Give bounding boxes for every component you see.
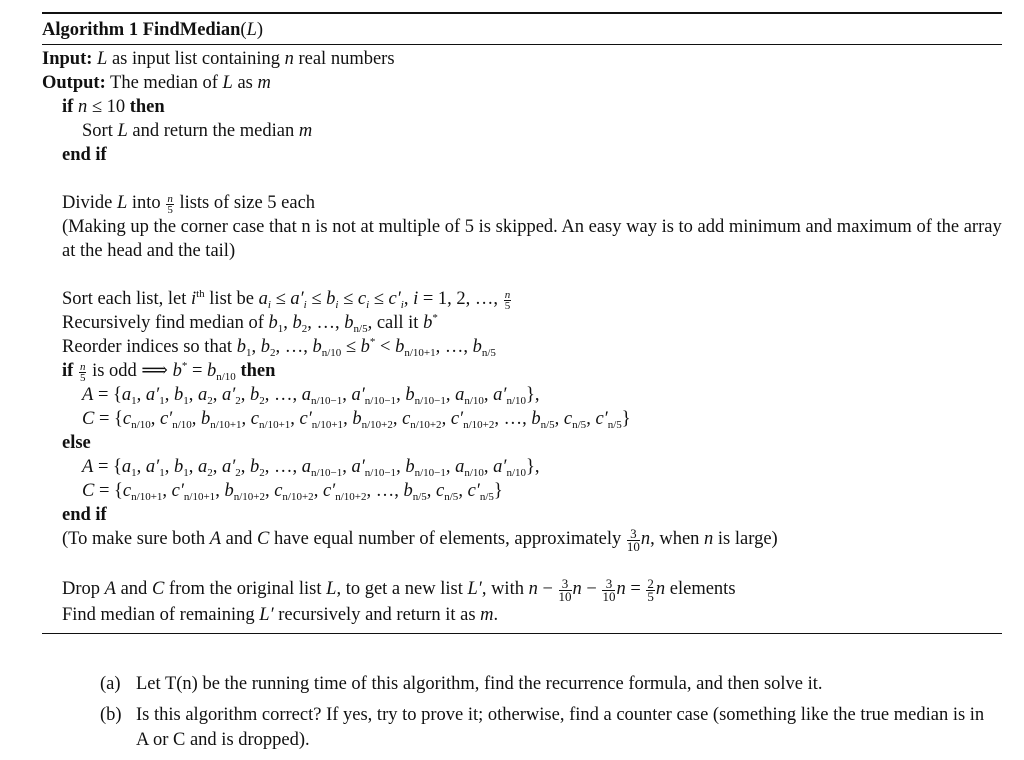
small-case-body: Sort L and return the median m bbox=[82, 121, 313, 141]
algorithm-arg: (L) bbox=[240, 20, 264, 40]
input-keyword: Input: bbox=[42, 49, 93, 69]
sort-line: Sort each list, let $i^{th}$ list be $a_i \le a'_i \le b_i \le c_i \le c'_i$, i = 1, 2, …, $\frac{n}{5}$ bbox=[62, 287, 511, 312]
final-line: Find median of remaining L′ recursively and return it as m. bbox=[62, 605, 499, 625]
input-text: L as input list containing n real numbers bbox=[97, 49, 395, 69]
reorder-line: Reorder indices so that $b_1$, $b_2$, …, $b_{n/10} \le b^* < b_{n/10+1}$, …, $b_{n/5}$ bbox=[62, 335, 496, 359]
questions-list bbox=[100, 672, 1000, 759]
bottom-rule bbox=[42, 633, 1002, 634]
end-if-keyword-2: end if bbox=[62, 505, 107, 525]
then-keyword-2: then bbox=[240, 361, 276, 381]
algorithm-caption bbox=[42, 14, 1002, 44]
then-keyword: then bbox=[129, 97, 165, 117]
odd-C-set: $C = \{c_{n/10}$, $c'_{n/10}$, $b_{n/10+1}$, $c_{n/10+1}$, $c'_{n/10+1}$, $b_{n/10+2}$, $c_{n/10+2}$, $c'_{n/10+2}$, …, $b_{n/5}$, $c_{n/5}$, $c'_{n/5}$} bbox=[82, 409, 631, 431]
small-case-condition: n ≤ 10 bbox=[77, 97, 126, 117]
question-label: (a) bbox=[100, 674, 121, 694]
small-case-if bbox=[42, 95, 1002, 119]
drop-line: Drop A and C from the original list L, to get a new list L′, with n − $\frac{3}{10}$ n − $\frac{3}{10}$ n = $\frac{2}{5}$ n elements bbox=[62, 576, 736, 604]
question-item bbox=[100, 672, 1000, 697]
input-line bbox=[42, 47, 1002, 71]
corner-case-note: (Making up the corner case that n is not at multiple of 5 is skipped. An easy way is to add minimum and maximum of the array at the head and the tail) bbox=[62, 217, 1002, 261]
odd-A-set: $A = \{a_1$, $a'_1$, $b_1$, $a_2$, $a'_2$, $b_2$, …, $a_{n/10-1}$, $a'_{n/10-1}$, $b_{n/10-1}$, $a_{n/10}$, $a'_{n/10}$}, bbox=[82, 385, 540, 407]
question-item bbox=[100, 703, 1000, 753]
output-text: The median of L as m bbox=[110, 73, 271, 93]
divide-line: Divide L into $\frac{n}{5}$ lists of size 5 each bbox=[62, 193, 316, 216]
question-text: Is this algorithm correct? If yes, try to prove it; otherwise, find a counter case (something like the true median is in A or C and is dropped). bbox=[136, 705, 985, 750]
else-keyword: else bbox=[62, 433, 91, 453]
algorithm-box bbox=[42, 12, 1002, 634]
algorithm-name: FindMedian bbox=[142, 20, 241, 40]
algorithm-label: Algorithm 1 bbox=[42, 20, 139, 40]
even-A-set: $A = \{a_1$, $a'_1$, $b_1$, $a_2$, $a'_2$, $b_2$, …, $a_{n/10-1}$, $a'_{n/10-1}$, $b_{n/10-1}$, $a_{n/10}$, $a'_{n/10}$}, bbox=[82, 457, 540, 479]
question-label: (b) bbox=[100, 705, 122, 725]
odd-case-if: if $\frac{n}{5}$ is odd ⟹ $b^* = b_{n/10}$ then bbox=[62, 359, 276, 384]
end-if-keyword: end if bbox=[62, 145, 107, 165]
algorithm-body bbox=[42, 45, 1002, 633]
recurse-line: Recursively find median of $b_1$, $b_2$, …, $b_{n/5}$, call it b* bbox=[62, 311, 438, 335]
odd-case-end-if bbox=[42, 503, 1002, 527]
even-C-set: $C = \{c_{n/10+1}$, $c'_{n/10+1}$, $b_{n/10+2}$, $c_{n/10+2}$, $c'_{n/10+2}$, …, $b_{n/5}$, $c_{n/5}$, $c'_{n/5}$} bbox=[82, 481, 503, 503]
balance-note: (To make sure both A and C have equal number of elements, approximately $\frac{3}{10}$ n, when n is large) bbox=[62, 526, 778, 554]
if-keyword-2: if bbox=[62, 361, 74, 381]
output-keyword: Output: bbox=[42, 73, 106, 93]
else-line bbox=[42, 431, 1002, 455]
if-keyword: if bbox=[62, 97, 74, 117]
small-case-end-if bbox=[42, 143, 1002, 167]
output-line bbox=[42, 71, 1002, 95]
question-text: Let T(n) be the running time of this algorithm, find the recurrence formula, and then solve it. bbox=[136, 674, 823, 694]
